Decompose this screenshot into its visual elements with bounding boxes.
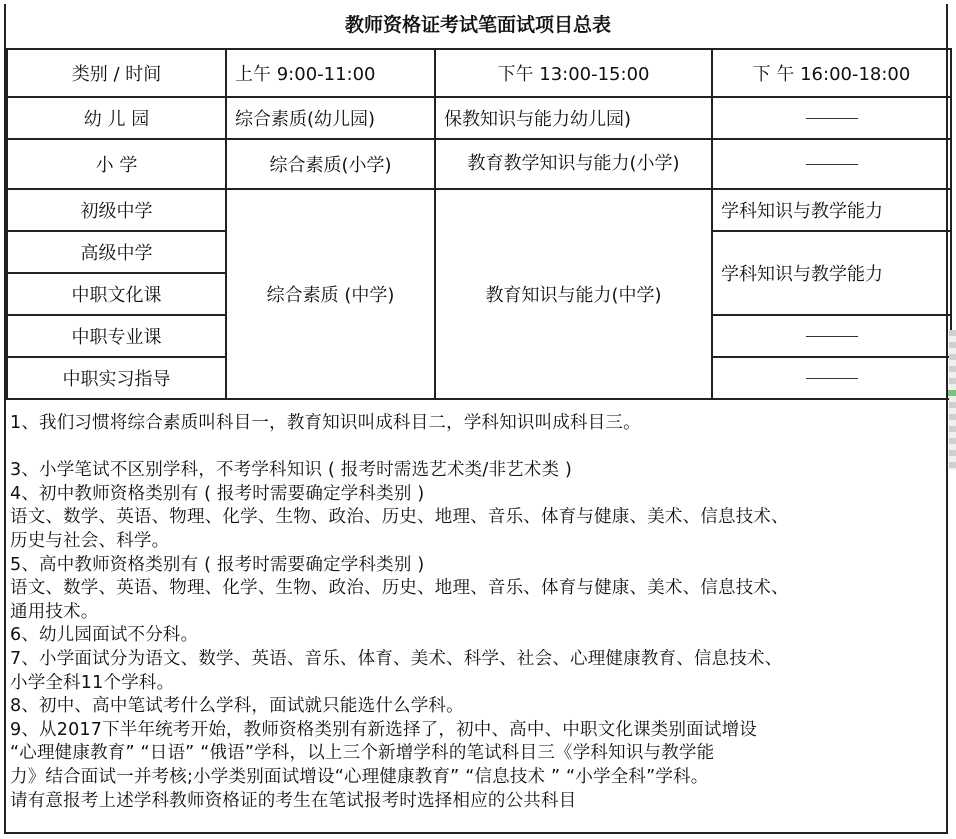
category-cell: 幼 儿 园 bbox=[7, 97, 226, 139]
note-line: 3、小学笔试不区别学科，不考学科知识 ( 报考时需选艺术类/非艺术类 ) bbox=[10, 460, 573, 481]
category-cell: 中职专业课 bbox=[7, 315, 226, 357]
evening-cell bbox=[712, 315, 951, 357]
note-line: 6、幼儿园面试不分科。 bbox=[10, 625, 199, 646]
green-marker bbox=[948, 390, 956, 396]
afternoon-cell: 教育教学知识与能力(小学) bbox=[435, 139, 712, 189]
dash-line bbox=[806, 336, 858, 337]
category-cell: 高级中学 bbox=[7, 231, 226, 273]
category-cell: 初级中学 bbox=[7, 189, 226, 231]
dash-line bbox=[806, 164, 858, 165]
evening-cell bbox=[712, 97, 951, 139]
note-line: 力》结合面试一并考核;小学类别面试增设“心理健康教育” “信息技术 ” “小学全科”学科。 bbox=[10, 766, 709, 787]
note-line: 9、从2017下半年统考开始，教师资格类别有新选择了，初中、高中、中职文化课类别面试增设 bbox=[10, 719, 757, 740]
scrollbar-track[interactable] bbox=[949, 330, 956, 470]
note-line: 历史与社会、科学。 bbox=[10, 530, 170, 551]
note-line: 语文、数学、英语、物理、化学、生物、政治、历史、地理、音乐、体育与健康、美术、信息技术、 bbox=[10, 578, 789, 599]
note-line: 小学全科11个学科。 bbox=[10, 672, 175, 693]
table-header-row bbox=[7, 49, 951, 97]
secondary-morning-cell: 综合素质 (中学) bbox=[226, 189, 435, 399]
category-cell: 中职文化课 bbox=[7, 273, 226, 315]
evening-cell bbox=[712, 357, 951, 399]
evening-cell: 学科知识与教学能力 bbox=[712, 231, 951, 315]
note-line: 5、高中教师资格类别有 ( 报考时需要确定学科类别 ) bbox=[10, 554, 425, 575]
header-late-afternoon: 下 午 16:00-18:00 bbox=[712, 49, 951, 97]
header-category-time: 类别 / 时间 bbox=[7, 49, 226, 97]
note-line: 7、小学面试分为语文、数学、英语、音乐、体育、美术、科学、社会、心理健康教育、信息技术、 bbox=[10, 648, 783, 669]
note-line: 通用技术。 bbox=[10, 601, 99, 622]
category-cell: 小 学 bbox=[7, 139, 226, 189]
note-line: 1、我们习惯将综合素质叫科目一，教育知识叫成科目二，学科知识叫成科目三。 bbox=[10, 413, 641, 433]
page-title: 教师资格证考试笔面试项目总表 bbox=[344, 14, 611, 36]
exam-summary-sheet bbox=[4, 4, 948, 834]
morning-cell: 综合素质(小学) bbox=[226, 139, 435, 189]
note-line: “心理健康教育” “日语” “俄语”学科，以上三个新增学科的笔试科目三《学科知识与教学能 bbox=[10, 743, 715, 764]
dash-line bbox=[806, 118, 858, 119]
header-morning: 上午 9:00-11:00 bbox=[226, 49, 435, 97]
table-row bbox=[7, 97, 951, 139]
secondary-afternoon-cell: 教育知识与能力(中学) bbox=[435, 189, 712, 399]
evening-cell bbox=[712, 139, 951, 189]
note-line-faded bbox=[10, 436, 946, 460]
dash-line bbox=[806, 378, 858, 379]
notes-section bbox=[10, 412, 946, 813]
note-line: 8、初中、高中笔试考什么学科，面试就只能选什么学科。 bbox=[10, 696, 464, 717]
exam-schedule-table bbox=[6, 48, 952, 400]
note-line: 请有意报考上述学科教师资格证的考生在笔试报考时选择相应的公共科目 bbox=[10, 790, 577, 811]
category-cell: 中职实习指导 bbox=[7, 357, 226, 399]
morning-cell: 综合素质(幼儿园) bbox=[226, 97, 435, 139]
note-line: 语文、数学、英语、物理、化学、生物、政治、历史、地理、音乐、体育与健康、美术、信息技术、 bbox=[10, 507, 789, 528]
table-row bbox=[7, 189, 951, 231]
evening-cell: 学科知识与教学能力 bbox=[712, 189, 951, 231]
header-afternoon: 下午 13:00-15:00 bbox=[435, 49, 712, 97]
afternoon-cell: 保教知识与能力幼儿园) bbox=[435, 97, 712, 139]
table-row bbox=[7, 139, 951, 189]
note-line: 4、初中教师资格类别有 ( 报考时需要确定学科类别 ) bbox=[10, 483, 425, 504]
